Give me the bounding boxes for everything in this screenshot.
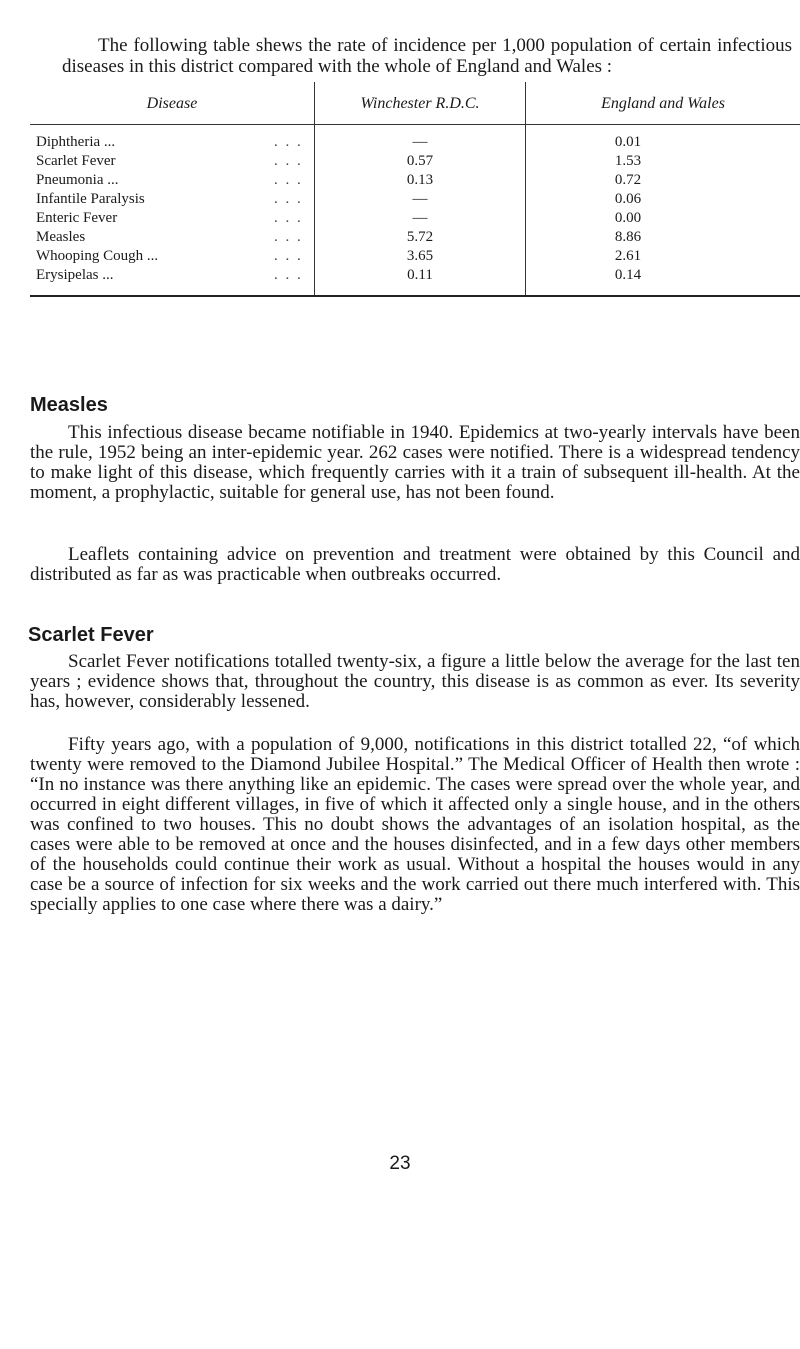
winchester-rate: —: [315, 190, 526, 209]
disease-name: Measles: [36, 229, 86, 245]
table-row: [30, 266, 800, 296]
leader-dots: . . .: [274, 210, 303, 226]
table-row: [30, 125, 800, 153]
leader-dots: . . .: [274, 191, 303, 207]
winchester-rate: 5.72: [315, 228, 526, 247]
leader-dots: . . .: [274, 172, 303, 188]
disease-name: Infantile Paralysis: [36, 191, 145, 207]
winchester-rate: 0.57: [315, 152, 526, 171]
scarlet-fever-paragraph-2: Fifty years ago, with a population of 9,000, notifications in this district totalled 22, “of which twenty were removed to the Diamond Jubilee Hospital.” The Medical Officer of Health then wrote : “In no instance was there anything like an epidemic. The cases were spread over the whole year, and occurred in eight different villages, in five of which it affected only a single house, and in the others was confined to two houses. This no doubt shows the advantages of an isolation hospital, as the cases were able to be removed at once and the houses disinfected, and in a few days other members of the households could continue their work as usual. Without a hospital the houses would in any case be a source of infection for six weeks and the work carried out there much interfered with. This specially applies to one case where there was a dairy.”: [30, 734, 800, 915]
header-winchester: Winchester R.D.C.: [315, 82, 526, 125]
table-row: [30, 152, 800, 171]
england-rate: 0.00: [526, 209, 800, 228]
scarlet-fever-heading: Scarlet Fever: [28, 624, 154, 646]
leader-dots: . . .: [274, 248, 303, 264]
header-disease: Disease: [30, 82, 315, 125]
incidence-table: [30, 82, 800, 297]
measles-heading: Measles: [30, 394, 108, 416]
leader-dots: . . .: [274, 153, 303, 169]
measles-paragraph-1: This infectious disease became notifiable in 1940. Epidemics at two-yearly intervals have been the rule, 1952 being an inter-epidemic year. 262 cases were notified. There is a widespread tendency to make light of this disease, which frequently carries with it a train of subsequent ill-health. At the moment, a prophylactic, suitable for general use, has not been found.: [30, 422, 800, 503]
england-rate: 0.72: [526, 171, 800, 190]
page-number: 23: [389, 1153, 411, 1174]
table-row: [30, 209, 800, 228]
leader-dots: . . .: [274, 266, 315, 296]
disease-name: Erysipelas ...: [30, 266, 274, 296]
header-england: England and Wales: [526, 82, 800, 125]
measles-paragraph-2: Leaflets containing advice on prevention and treatment were obtained by this Council and distributed as far as was practicable when outbreaks occurred.: [30, 544, 800, 585]
winchester-rate: —: [315, 209, 526, 228]
table-row: [30, 228, 800, 247]
intro-paragraph: The following table shews the rate of incidence per 1,000 population of certain infectious diseases in this district compared with the whole of England and Wales :: [62, 35, 792, 77]
disease-name: Diphtheria ...: [36, 134, 116, 150]
table-header-row: [30, 82, 800, 125]
england-rate: 1.53: [526, 152, 800, 171]
england-rate: 0.01: [526, 125, 800, 153]
england-rate: 0.06: [526, 190, 800, 209]
winchester-rate: 0.11: [315, 266, 526, 296]
disease-name: Scarlet Fever: [36, 153, 116, 169]
disease-name: Pneumonia ...: [36, 172, 119, 188]
table-row: [30, 171, 800, 190]
winchester-rate: —: [315, 125, 526, 153]
table-row: [30, 190, 800, 209]
table-row: [30, 247, 800, 266]
winchester-rate: 0.13: [315, 171, 526, 190]
leader-dots: . . .: [274, 134, 303, 150]
leader-dots: . . .: [274, 229, 303, 245]
england-rate: 2.61: [526, 247, 800, 266]
winchester-rate: 3.65: [315, 247, 526, 266]
scarlet-fever-paragraph-1: Scarlet Fever notifications totalled twenty-six, a figure a little below the average for the last ten years ; evidence shows that, throughout the country, this disease is as common as ever. Its severity has, however, considerably lessened.: [30, 651, 800, 712]
disease-name: Enteric Fever: [36, 210, 118, 226]
disease-name: Whooping Cough ...: [36, 248, 159, 264]
england-rate: 8.86: [526, 228, 800, 247]
england-rate: 0.14: [526, 266, 800, 296]
